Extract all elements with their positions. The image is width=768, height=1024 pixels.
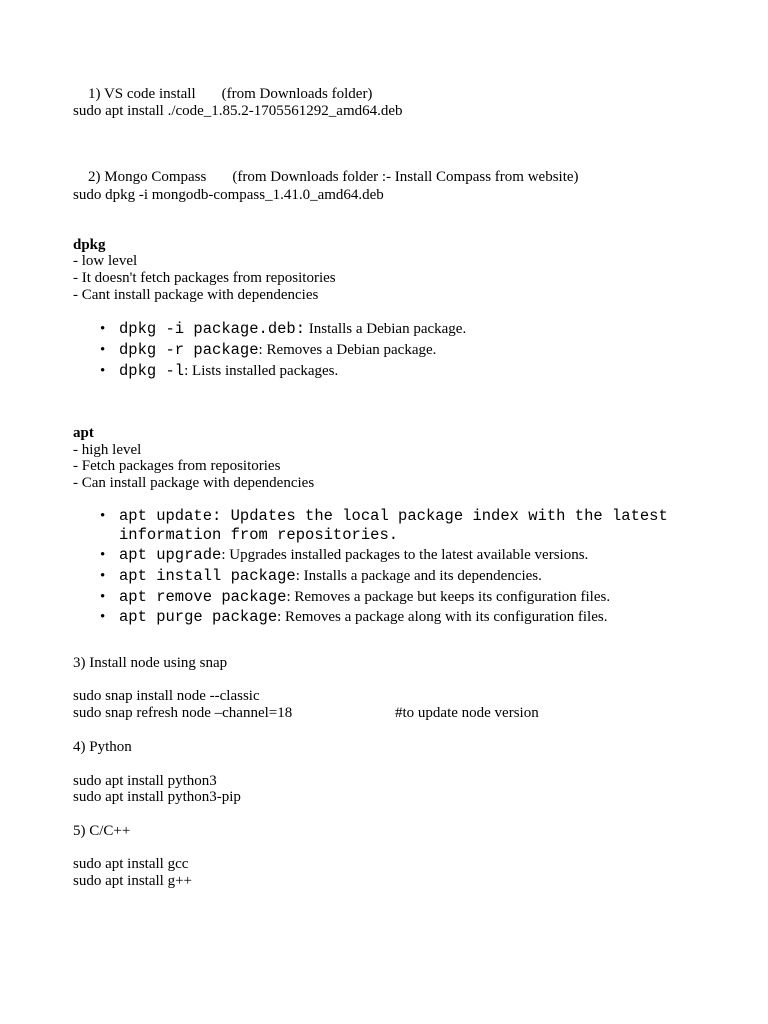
section-3-comment: #to update node version xyxy=(395,705,539,721)
bullet-icon: • xyxy=(100,342,106,358)
bullet-icon: • xyxy=(100,547,106,563)
dpkg-command-item xyxy=(119,342,436,359)
apt-point: - high level xyxy=(73,442,142,458)
apt-command-desc: : Removes a package but keeps its configuration files. xyxy=(286,589,611,605)
apt-command-code: apt remove package xyxy=(119,588,287,606)
apt-command-code: apt upgrade xyxy=(119,546,222,564)
dpkg-point: - Cant install package with dependencies xyxy=(73,287,319,303)
bullet-icon: • xyxy=(100,363,106,379)
section-5-command: sudo apt install gcc xyxy=(73,856,189,872)
section-4-command: sudo apt install python3-pip xyxy=(73,789,241,805)
dpkg-command-desc: : Removes a Debian package. xyxy=(258,342,437,358)
dpkg-command-item xyxy=(119,321,466,338)
dpkg-command-code: dpkg -i package.deb: xyxy=(119,320,306,338)
apt-heading: apt xyxy=(73,425,94,441)
apt-point: - Fetch packages from repositories xyxy=(73,458,281,474)
dpkg-point: - It doesn't fetch packages from repositories xyxy=(73,270,336,286)
dpkg-command-desc: : Lists installed packages. xyxy=(184,363,339,379)
section-5-title: 5) C/C++ xyxy=(73,823,131,839)
apt-point: - Can install package with dependencies xyxy=(73,475,315,491)
bullet-icon: • xyxy=(100,508,106,524)
dpkg-command-item xyxy=(119,363,338,380)
section-3-command: sudo snap install node --classic xyxy=(73,688,260,704)
section-3-title: 3) Install node using snap xyxy=(73,655,228,671)
apt-command-desc: : Upgrades installed packages to the latest available versions. xyxy=(221,547,589,563)
apt-command-item xyxy=(119,547,588,564)
section-5-command: sudo apt install g++ xyxy=(73,873,192,889)
bullet-icon: • xyxy=(100,589,106,605)
section-4-command: sudo apt install python3 xyxy=(73,773,217,789)
apt-command-desc: : Installs a package and its dependencies. xyxy=(295,568,542,584)
bullet-icon: • xyxy=(100,321,106,337)
section-2-title: 2) Mongo Compass xyxy=(88,169,207,185)
apt-command-code: apt purge package xyxy=(119,608,278,626)
apt-command-code: apt install package xyxy=(119,567,296,585)
dpkg-command-code: dpkg -l xyxy=(119,362,185,380)
section-2-note: (from Downloads folder :- Install Compass from website) xyxy=(232,169,579,185)
bullet-icon: • xyxy=(100,568,106,584)
apt-update-line-1: apt update: Updates the local package index with the latest xyxy=(119,507,668,525)
section-3-command: sudo snap refresh node –channel=18 xyxy=(73,705,293,721)
section-1-command: sudo apt install ./code_1.85.2-1705561292_amd64.deb xyxy=(73,103,403,119)
dpkg-point: - low level xyxy=(73,253,138,269)
dpkg-heading: dpkg xyxy=(73,237,106,253)
apt-command-item xyxy=(119,609,607,626)
section-1-title: 1) VS code install xyxy=(88,86,196,102)
apt-command-item xyxy=(119,589,610,606)
apt-update-line-2: information from repositories. xyxy=(119,526,399,544)
section-4-title: 4) Python xyxy=(73,739,132,755)
dpkg-command-code: dpkg -r package xyxy=(119,341,259,359)
bullet-icon: • xyxy=(100,609,106,625)
dpkg-command-desc: Installs a Debian package. xyxy=(305,321,467,337)
section-1-note: (from Downloads folder) xyxy=(221,86,373,102)
apt-command-item xyxy=(119,568,542,585)
section-2-command: sudo dpkg -i mongodb-compass_1.41.0_amd64.deb xyxy=(73,187,384,203)
apt-command-desc: : Removes a package along with its configuration files. xyxy=(277,609,608,625)
